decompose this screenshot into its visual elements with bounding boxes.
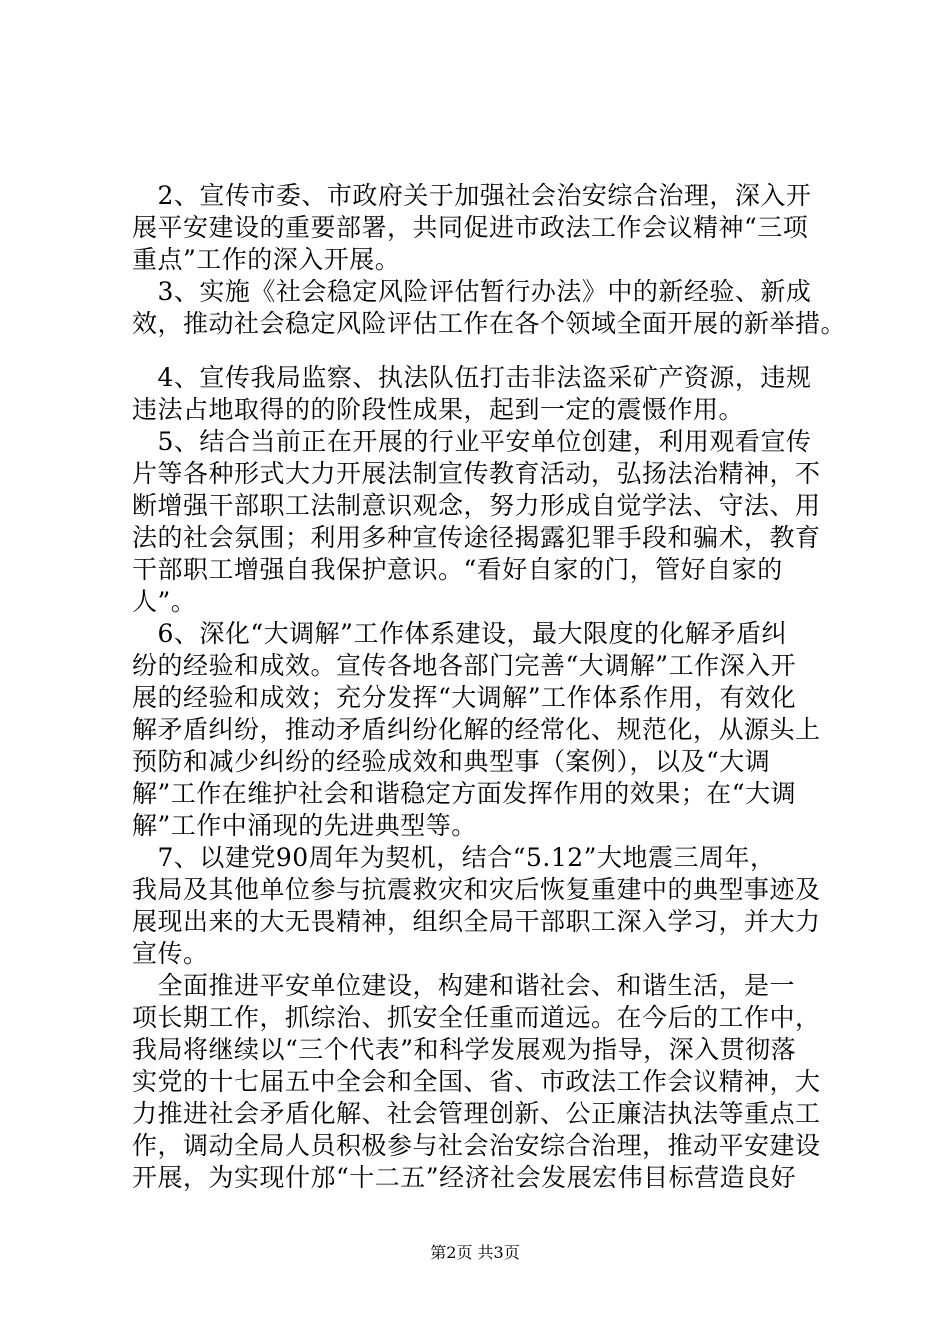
text-line: 项长期工作，抓综治、抓安全任重而道远。在今后的工作中， xyxy=(132,1003,821,1032)
text-line: 解”工作在维护社会和谐稳定方面发挥作用的效果；在“大调 xyxy=(132,779,797,808)
text-line: 宣传。 xyxy=(132,939,209,968)
text-line: 纷的经验和成效。宣传各地各部门完善“大调解”工作深入开 xyxy=(132,651,797,680)
text-line: 断增强干部职工法制意识观念，努力形成自觉学法、守法、用 xyxy=(132,491,821,520)
text-line: 全面推进平安单位建设，构建和谐社会、和谐生活，是一 xyxy=(132,971,796,1000)
text-line: 5、结合当前正在开展的行业平安单位创建，利用观看宣传 xyxy=(132,427,812,456)
text-line: 解”工作中涌现的先进典型等。 xyxy=(132,811,477,840)
text-line: 预防和减少纠纷的经验成效和典型事（案例），以及“大调 xyxy=(132,747,771,776)
text-line: 人”。 xyxy=(132,587,197,616)
text-line: 6、深化“大调解”工作体系建设，最大限度的化解矛盾纠 xyxy=(132,619,787,648)
text-line: 3、实施《社会稳定风险评估暂行办法》中的新经验、新成 xyxy=(132,277,812,306)
text-line: 法的社会氛围；利用多种宣传途径揭露犯罪手段和骗术，教育 xyxy=(132,523,821,552)
text-line: 解矛盾纠纷，推动矛盾纠纷化解的经常化、规范化，从源头上 xyxy=(132,715,821,744)
text-line: 片等各种形式大力开展法制宣传教育活动，弘扬法治精神，不 xyxy=(132,459,821,488)
text-line: 作，调动全局人员积极参与社会治安综合治理，推动平安建设 xyxy=(132,1131,821,1160)
text-line: 干部职工增强自我保护意识。“看好自家的门，管好自家的 xyxy=(132,555,783,584)
page-number-footer: 第2页 共3页 xyxy=(430,1243,520,1262)
text-line: 7、以建党90周年为契机，结合“5.12”大地震三周年， xyxy=(132,843,776,872)
text-line: 我局将继续以“三个代表”和科学发展观为指导，深入贯彻落 xyxy=(132,1035,797,1064)
text-line: 展现出来的大无畏精神，组织全局干部职工深入学习，并大力 xyxy=(132,907,821,936)
text-line: 实党的十七届五中全会和全国、省、市政法工作会议精神，大 xyxy=(132,1067,821,1096)
text-line: 违法占地取得的的阶段性成果，起到一定的震慑作用。 xyxy=(132,395,745,424)
text-line: 4、宣传我局监察、执法队伍打击非法盗采矿产资源，违规 xyxy=(132,363,812,392)
text-line: 力推进社会矛盾化解、社会管理创新、公正廉洁执法等重点工 xyxy=(132,1099,821,1128)
text-line: 展平安建设的重要部署，共同促进市政法工作会议精神“三项 xyxy=(132,213,809,242)
text-line: 重点”工作的深入开展。 xyxy=(132,245,401,274)
text-line: 开展，为实现什邡“十二五”经济社会发展宏伟目标营造良好 xyxy=(132,1163,797,1192)
text-line: 2、宣传市委、市政府关于加强社会治安综合治理，深入开 xyxy=(132,181,812,210)
text-line: 效，推动社会稳定风险评估工作在各个领域全面开展的新举措。 xyxy=(132,309,847,338)
text-line: 我局及其他单位参与抗震救灾和灾后恢复重建中的典型事迹及 xyxy=(132,875,821,904)
text-line: 展的经验和成效；充分发挥“大调解”工作体系作用，有效化 xyxy=(132,683,797,712)
